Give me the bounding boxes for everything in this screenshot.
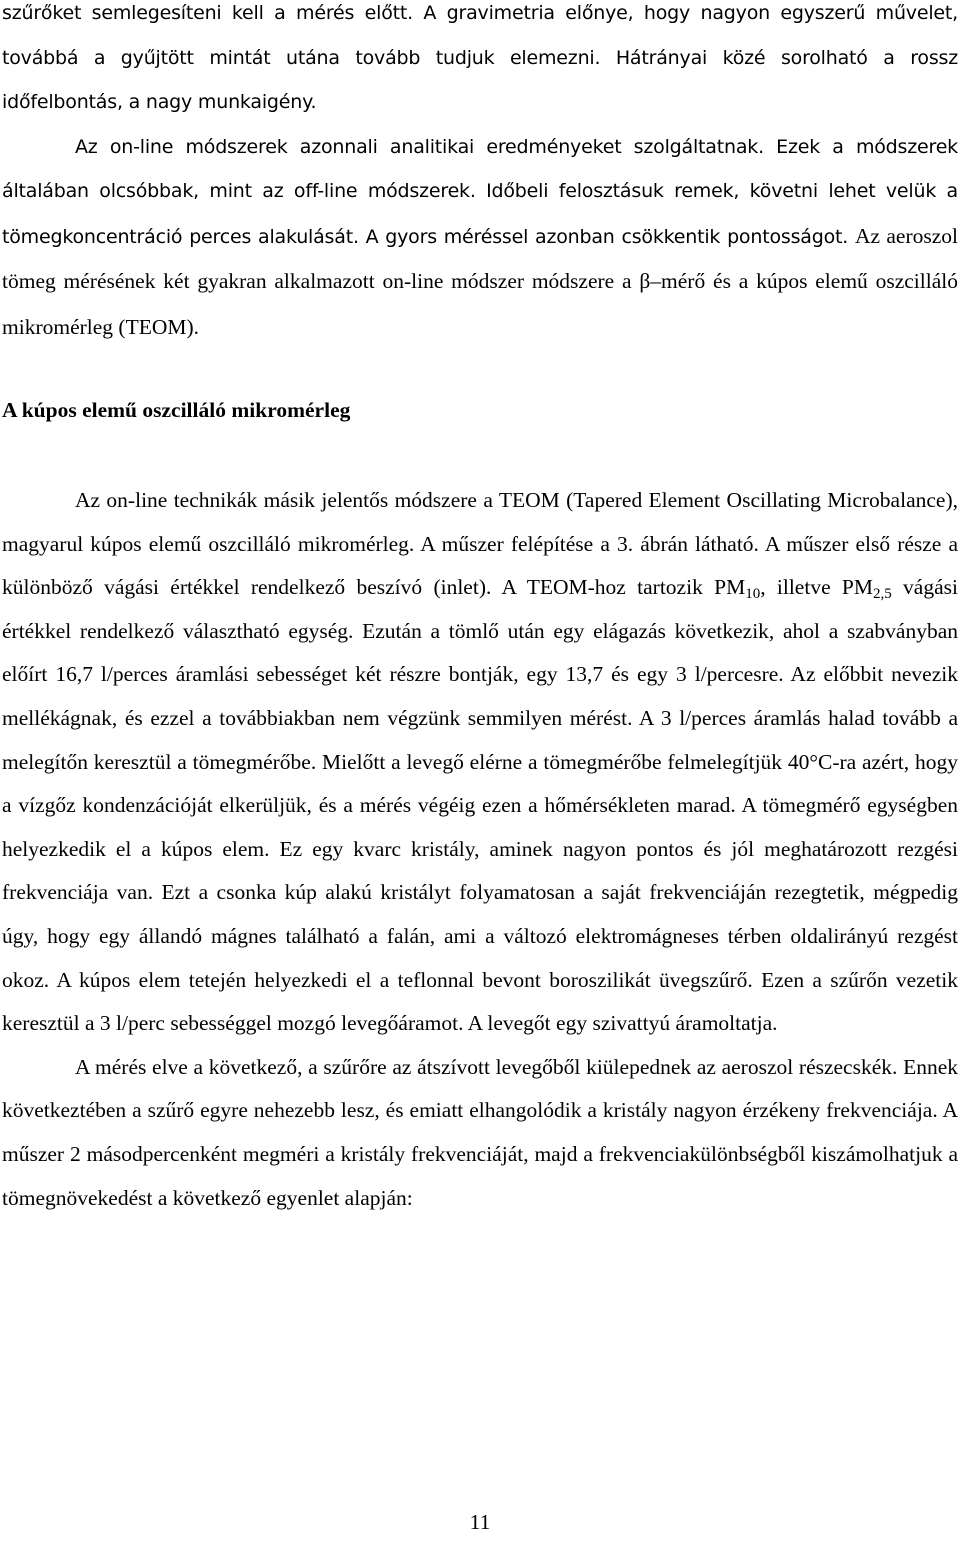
- body-paragraph-teom: [2, 479, 958, 1046]
- teom-text-part2: , illetve PM: [760, 575, 873, 600]
- pm10-subscript: 10: [745, 586, 761, 603]
- body-section: [2, 479, 958, 1220]
- section-heading: A kúpos elemű oszcilláló mikromérleg: [2, 398, 351, 422]
- online-methods-teom-text: Az aeroszol tömeg mérésének két gyakran alkalmazott on-line módszer módszere a β–mérő és a kúpos elemű oszcilláló mikromérleg (TEOM).: [2, 223, 959, 339]
- teom-text-part3: vágási értékkel rendelkező választható egység. Ezután a tömlő után egy elágazás következik, ahol a szabványban előírt 16,7 l/perces áramlási sebességet két részre bontják, egy 13,7 és egy 3 l/percesre. Az előbbit nevezik mellékágnak, és ezzel a továbbiakban nem végzünk semmilyen mérést. A 3 l/perces áramlás halad tovább a melegítőn keresztül a tömegmérőbe. Mielőtt a levegő elérne a tömegmérőbe felmelegítjük 40°C-ra azért, hogy a vízgőz kondenzációját elkerüljük, és a mérés végéig ezen a hőmérsékleten marad. A tömegmérő egységben helyezkedik el a kúpos elem. Ez egy kvarc kristály, aminek nagyon pontos és jól meghatározott rezgési frekvenciája van. Ezt a csonka kúp alakú kristályt folyamatosan a saját frekvenciáján rezegtetik, mégpedig úgy, hogy egy állandó mágnes található a falán, ami a változó elektromágneses térben oldalirányú rezgést okoz. A kúpos elem tetején helyezkedi el a teflonnal bevont boroszilikát üvegszűrő. Ezen a szűrőn vezetik keresztül a 3 l/perc sebességgel mozgó levegőáramot. A levegőt egy szivattyú áramoltatja.: [2, 575, 958, 1036]
- teom-text-part1: Az on-line technikák másik jelentős módszere a TEOM (Tapered Element Oscillating Microbalance), magyarul kúpos elemű oszcilláló mikromérleg. A műszer felépítése a 3. ábrán látható. A műszer első része a különböző vágási értékkel rendelkező beszívó (inlet). A TEOM-hoz tartozik PM: [2, 488, 958, 600]
- intro-paragraph-gravimetry: szűrőket semlegesíteni kell a mérés előtt. A gravimetria előnye, hogy nagyon egyszerű művelet, továbbá a gyűjtött mintát utána tovább tudjuk elemezni. Hátrányai közé sorolható a rossz időfelbontás, a nagy munkaigény.: [2, 2, 958, 113]
- intro-paragraph-online-methods: [2, 125, 958, 351]
- pm25-subscript: 2,5: [873, 586, 892, 603]
- body-paragraph-measurement-principle: A mérés elve a következő, a szűrőre az átszívott levegőből kiülepednek az aeroszol részecskék. Ennek következtében a szűrő egyre nehezebb lesz, és emiatt elhangolódik a kristály nagyon érzékeny frekvenciája. A műszer 2 másodpercenként megméri a kristály frekvenciáját, majd a frekvenciakülönbségből kiszámolhatjuk a tömegnövekedést a következő egyenlet alapján:: [2, 1054, 958, 1210]
- online-methods-text: Az on-line módszerek azonnali analitikai eredményeket szolgáltatnak. Ezek a módszerek általában olcsóbbak, mint az off-line módszerek. Időbeli felosztásuk remek, követni lehet velük a tömegkoncentráció perces alakulását. A gyors méréssel azonban csökkentik pontosságot.: [2, 135, 958, 248]
- intro-section: [2, 0, 958, 350]
- page-number: 11: [469, 1510, 491, 1534]
